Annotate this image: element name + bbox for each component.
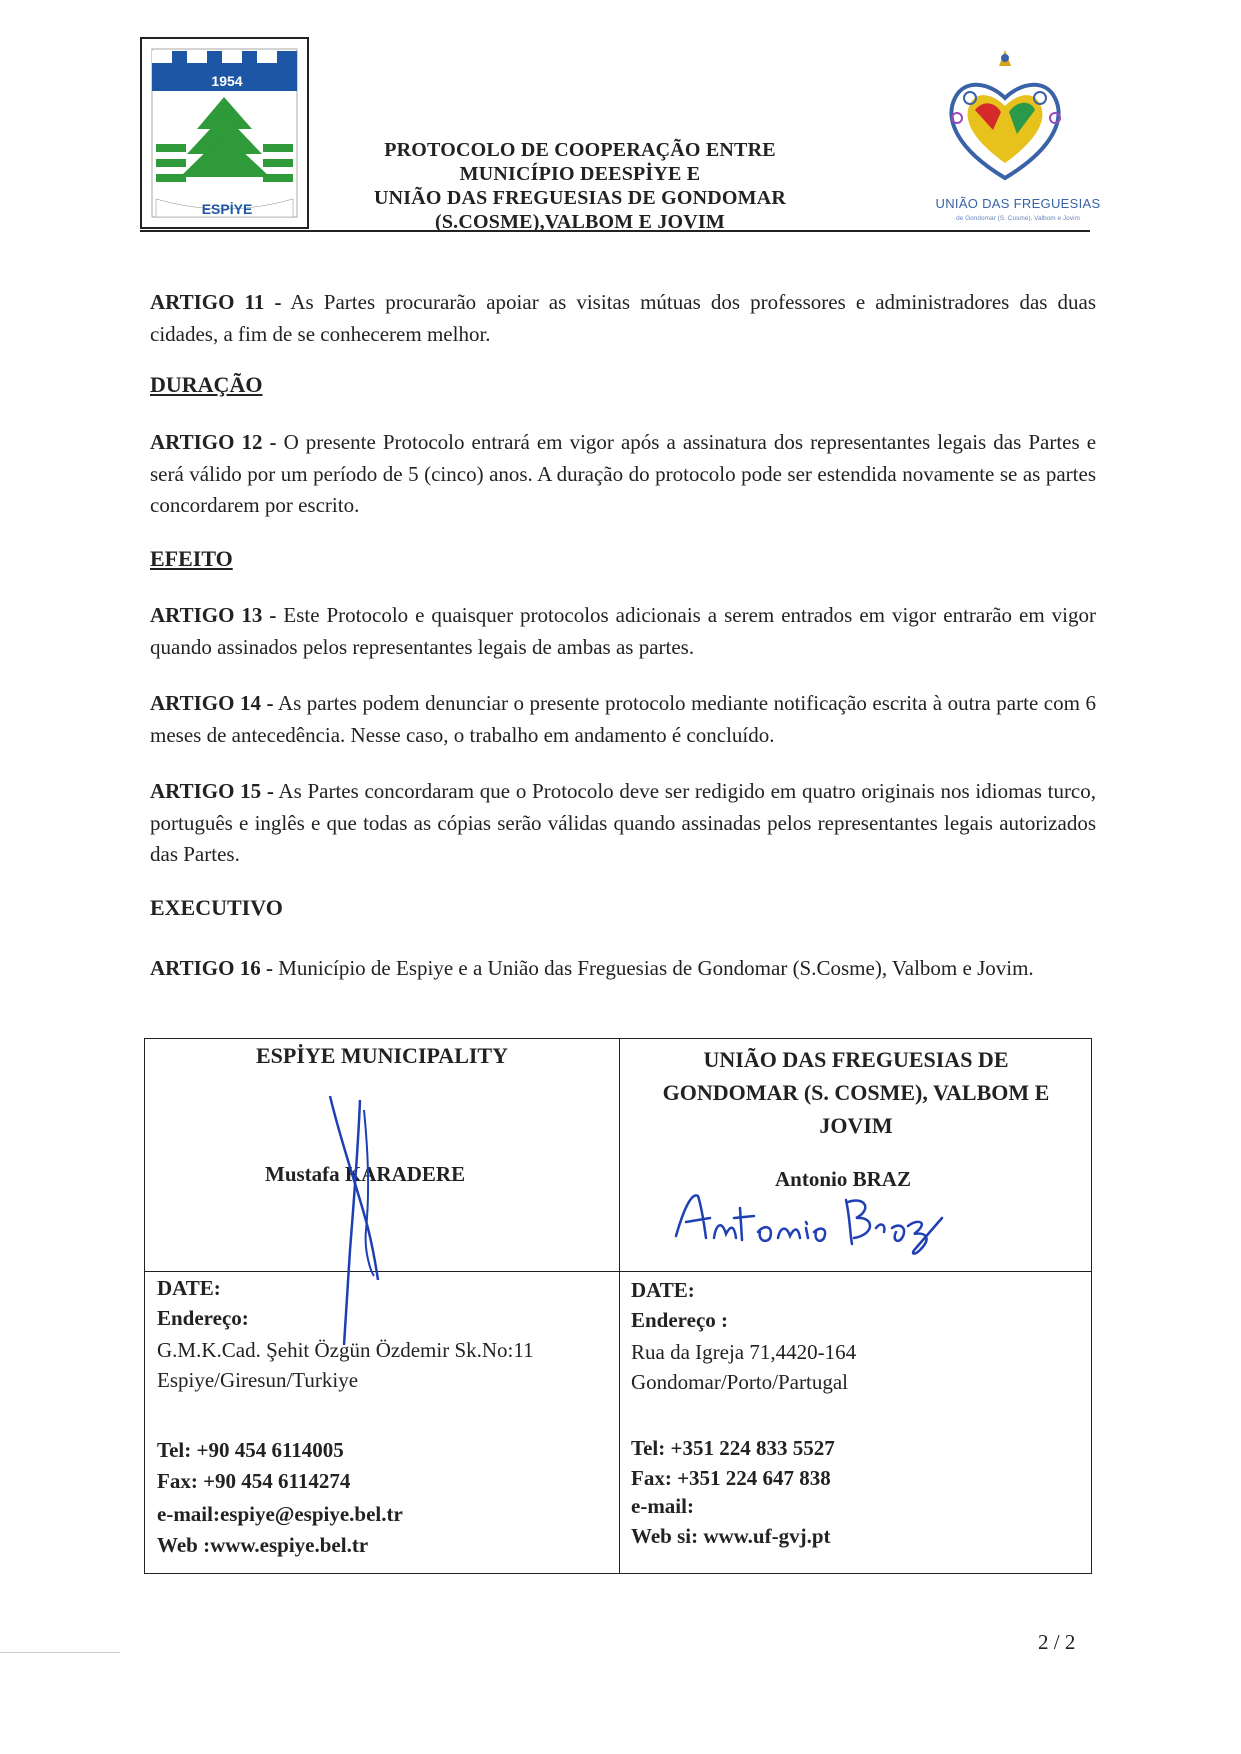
table-column-divider bbox=[619, 1039, 620, 1573]
left-fax: Fax: +90 454 6114274 bbox=[157, 1469, 351, 1493]
article-13-label: ARTIGO 13 - bbox=[150, 603, 277, 627]
logo-year: 1954 bbox=[211, 73, 243, 89]
left-address-line-1: G.M.K.Cad. Şehit Özgün Özdemir Sk.No:11 bbox=[157, 1338, 534, 1362]
article-11-text: As Partes procurarão apoiar as visitas mútuas dos professores e administradores das duas cidades, a fim de se conhecerem melhor. bbox=[150, 290, 1097, 346]
uniao-logo-subcaption: de Gondomar (S. Cosme), Valbom e Jovim bbox=[956, 215, 1080, 222]
header-divider bbox=[140, 230, 1090, 232]
left-email: e-mail:espiye@espiye.bel.tr bbox=[157, 1502, 403, 1526]
title-line-2: MUNICÍPIO DEESPİYE E bbox=[459, 163, 701, 185]
logo-name: ESPİYE bbox=[201, 201, 253, 217]
article-16-text: Município de Espiye e a União das Freguesias de Gondomar (S.Cosme), Valbom e Jovim. bbox=[272, 956, 1034, 980]
right-title-line-1: UNIÃO DAS FREGUESIAS DE bbox=[703, 1047, 1009, 1072]
right-tel: Tel: +351 224 833 5527 bbox=[631, 1436, 835, 1460]
right-email: e-mail: bbox=[631, 1494, 694, 1518]
left-web: Web :www.espiye.bel.tr bbox=[157, 1533, 369, 1557]
document-title bbox=[360, 138, 800, 234]
article-16-label: ARTIGO 16 - bbox=[150, 956, 273, 980]
article-15-label: ARTIGO 15 - bbox=[150, 779, 274, 803]
article-12-text: O presente Protocolo entrará em vigor após a assinatura dos representantes legais das Partes e será válido por um período de 5 (cinco) anos. A duração do protocolo pode ser estendida novamente se as partes concordarem por escrito. bbox=[150, 430, 1097, 517]
left-address-line-2: Espiye/Giresun/Turkiye bbox=[157, 1368, 359, 1392]
article-13 bbox=[150, 600, 1096, 663]
article-14-label: ARTIGO 14 - bbox=[150, 691, 274, 715]
heading-duracao: DURAÇÃO bbox=[150, 372, 263, 397]
right-title-line-3: JOVIM bbox=[819, 1113, 893, 1138]
left-party-title: ESPİYE MUNICIPALITY bbox=[255, 1043, 508, 1068]
left-signer-name: Mustafa KARADERE bbox=[265, 1162, 466, 1186]
article-14 bbox=[150, 688, 1096, 751]
right-handwritten-signature bbox=[670, 1188, 950, 1260]
right-date-label: DATE: bbox=[631, 1278, 695, 1302]
left-tel: Tel: +90 454 6114005 bbox=[157, 1438, 344, 1462]
right-title-line-2: GONDOMAR (S. COSME), VALBOM E bbox=[662, 1080, 1050, 1105]
article-11 bbox=[150, 287, 1096, 350]
article-15 bbox=[150, 776, 1096, 871]
right-address-label: Endereço : bbox=[631, 1308, 729, 1332]
article-12-label: ARTIGO 12 - bbox=[150, 430, 277, 454]
right-party-title bbox=[621, 1043, 1091, 1142]
article-13-text: Este Protocolo e quaisquer protocolos adicionais a serem entrados em vigor entrarão em vigor quando assinados pelos representantes legais de ambas as partes. bbox=[150, 603, 1096, 659]
table-row-divider bbox=[145, 1271, 1091, 1272]
left-handwritten-signature bbox=[320, 1090, 410, 1350]
article-16 bbox=[150, 953, 1096, 985]
right-web: Web si: www.uf-gvj.pt bbox=[631, 1524, 831, 1548]
right-signer-name: Antonio BRAZ bbox=[775, 1167, 911, 1191]
heading-efeito: EFEITO bbox=[150, 546, 233, 571]
left-date-label: DATE: bbox=[157, 1276, 221, 1300]
page-number: 2 / 2 bbox=[1038, 1630, 1076, 1654]
espiye-logo bbox=[140, 37, 309, 229]
article-15-text: As Partes concordaram que o Protocolo deve ser redigido em quatro originais nos idiomas turco, português e inglês e que todas as cópias serão válidas quando assinadas pelos representantes legais autorizados das Partes. bbox=[150, 779, 1097, 866]
heading-executivo: EXECUTIVO bbox=[150, 895, 283, 920]
right-address-line-1: Rua da Igreja 71,4420-164 bbox=[631, 1340, 857, 1364]
article-11-label: ARTIGO 11 - bbox=[150, 290, 282, 314]
signature-table bbox=[144, 1038, 1092, 1574]
scan-edge-mark bbox=[0, 1652, 120, 1653]
article-14-text: As partes podem denunciar o presente protocolo mediante notificação escrita à outra parte com 6 meses de antecedência. Nesse caso, o trabalho em andamento é concluído. bbox=[150, 691, 1096, 747]
title-line-1: PROTOCOLO DE COOPERAÇÃO ENTRE bbox=[384, 139, 776, 161]
left-address-label: Endereço: bbox=[157, 1306, 249, 1330]
right-address-line-2: Gondomar/Porto/Partugal bbox=[631, 1370, 848, 1394]
uniao-logo-caption: UNIÃO DAS FREGUESIAS bbox=[935, 196, 1101, 211]
title-line-4: (S.COSME),VALBOM E JOVIM bbox=[434, 211, 725, 233]
espiye-emblem bbox=[142, 39, 307, 227]
right-fax: Fax: +351 224 647 838 bbox=[631, 1466, 831, 1490]
title-line-3: UNIÃO DAS FREGUESIAS DE GONDOMAR bbox=[374, 187, 786, 209]
article-12 bbox=[150, 427, 1096, 522]
